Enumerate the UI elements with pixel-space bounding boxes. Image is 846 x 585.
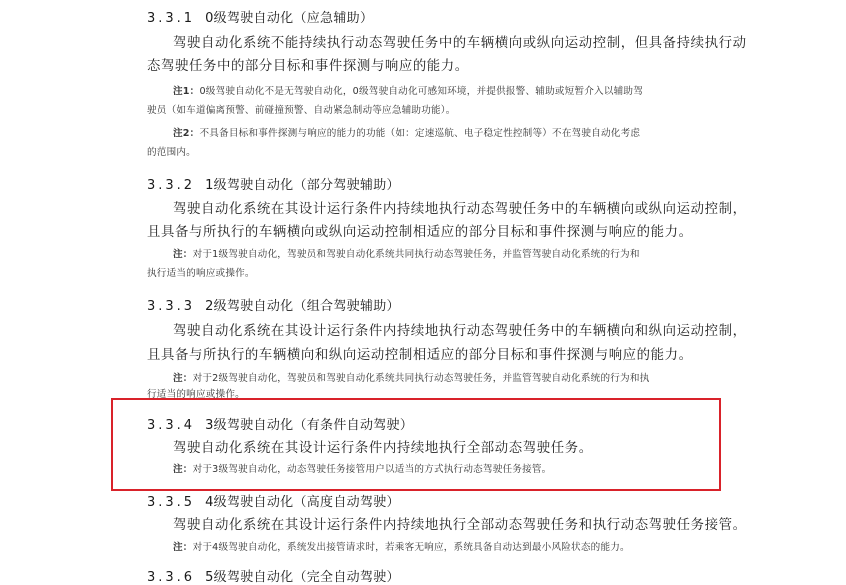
section-body-line: 且具备与所执行的车辆横向或纵向运动控制相适应的部分目标和事件探测与响应的能力。: [147, 225, 693, 240]
section-heading-3-3-3: 3.3.3 2级驾驶自动化（组合驾驶辅助）: [147, 299, 400, 314]
section-body-line: 驾驶自动化系统在其设计运行条件内持续地执行全部动态驾驶任务和执行动态驾驶任务接管。: [173, 518, 747, 533]
note-line-clipped: 行适当的响应或操作。: [147, 389, 245, 400]
section-body-line: 且具备与所执行的车辆横向和纵向运动控制相适应的部分目标和事件探测与响应的能力。: [147, 348, 693, 363]
note-line: 注：对于2级驾驶自动化，驾驶员和驾驶自动化系统共同执行动态驾驶任务，并监管驾驶自动化系统的行为和执: [173, 373, 650, 384]
section-heading-3-3-6: 3.3.6 5级驾驶自动化（完全自动驾驶）: [147, 570, 400, 585]
note-line: 驶员（如车道偏离预警、前碰撞预警、自动紧急制动等应急辅助功能）。: [147, 105, 456, 116]
note-line: 的范围内。: [147, 147, 196, 158]
note-line: 注：对于4级驾驶自动化，系统发出接管请求时，若乘客无响应，系统具备自动达到最小风险状态的能力。: [173, 542, 630, 553]
section-body-line: 驾驶自动化系统不能持续执行动态驾驶任务中的车辆横向或纵向运动控制，但具备持续执行动: [173, 36, 747, 51]
note-line: 注2：不具备目标和事件探测与响应的能力的功能（如：定速巡航、电子稳定性控制等）不在驾驶自动化考虑: [173, 128, 641, 139]
section-body-line: 驾驶自动化系统在其设计运行条件内持续地执行动态驾驶任务中的车辆横向或纵向运动控制，: [173, 202, 747, 217]
section-body-line: 驾驶自动化系统在其设计运行条件内持续地执行全部动态驾驶任务。: [173, 441, 593, 456]
note-line: 注1：0级驾驶自动化不是无驾驶自动化，0级驾驶自动化可感知环境，并提供报警、辅助或短暂介入以辅助驾: [173, 86, 643, 97]
section-heading-3-3-2: 3.3.2 1级驾驶自动化（部分驾驶辅助）: [147, 178, 400, 193]
note-line: 注：对于3级驾驶自动化，动态驾驶任务接管用户以适当的方式执行动态驾驶任务接管。: [173, 464, 552, 475]
section-heading-3-3-4: 3.3.4 3级驾驶自动化（有条件自动驾驶）: [147, 418, 414, 433]
section-heading-3-3-5: 3.3.5 4级驾驶自动化（高度自动驾驶）: [147, 495, 400, 510]
section-body-line: 驾驶自动化系统在其设计运行条件内持续地执行动态驾驶任务中的车辆横向和纵向运动控制，: [173, 324, 747, 339]
section-heading-3-3-1: 3.3.1 0级驾驶自动化（应急辅助）: [147, 11, 374, 26]
section-body-line: 态驾驶任务中的部分目标和事件探测与响应的能力。: [147, 59, 469, 74]
note-line: 注：对于1级驾驶自动化，驾驶员和驾驶自动化系统共同执行动态驾驶任务，并监管驾驶自动化系统的行为和: [173, 249, 640, 260]
note-line: 执行适当的响应或操作。: [147, 268, 255, 279]
